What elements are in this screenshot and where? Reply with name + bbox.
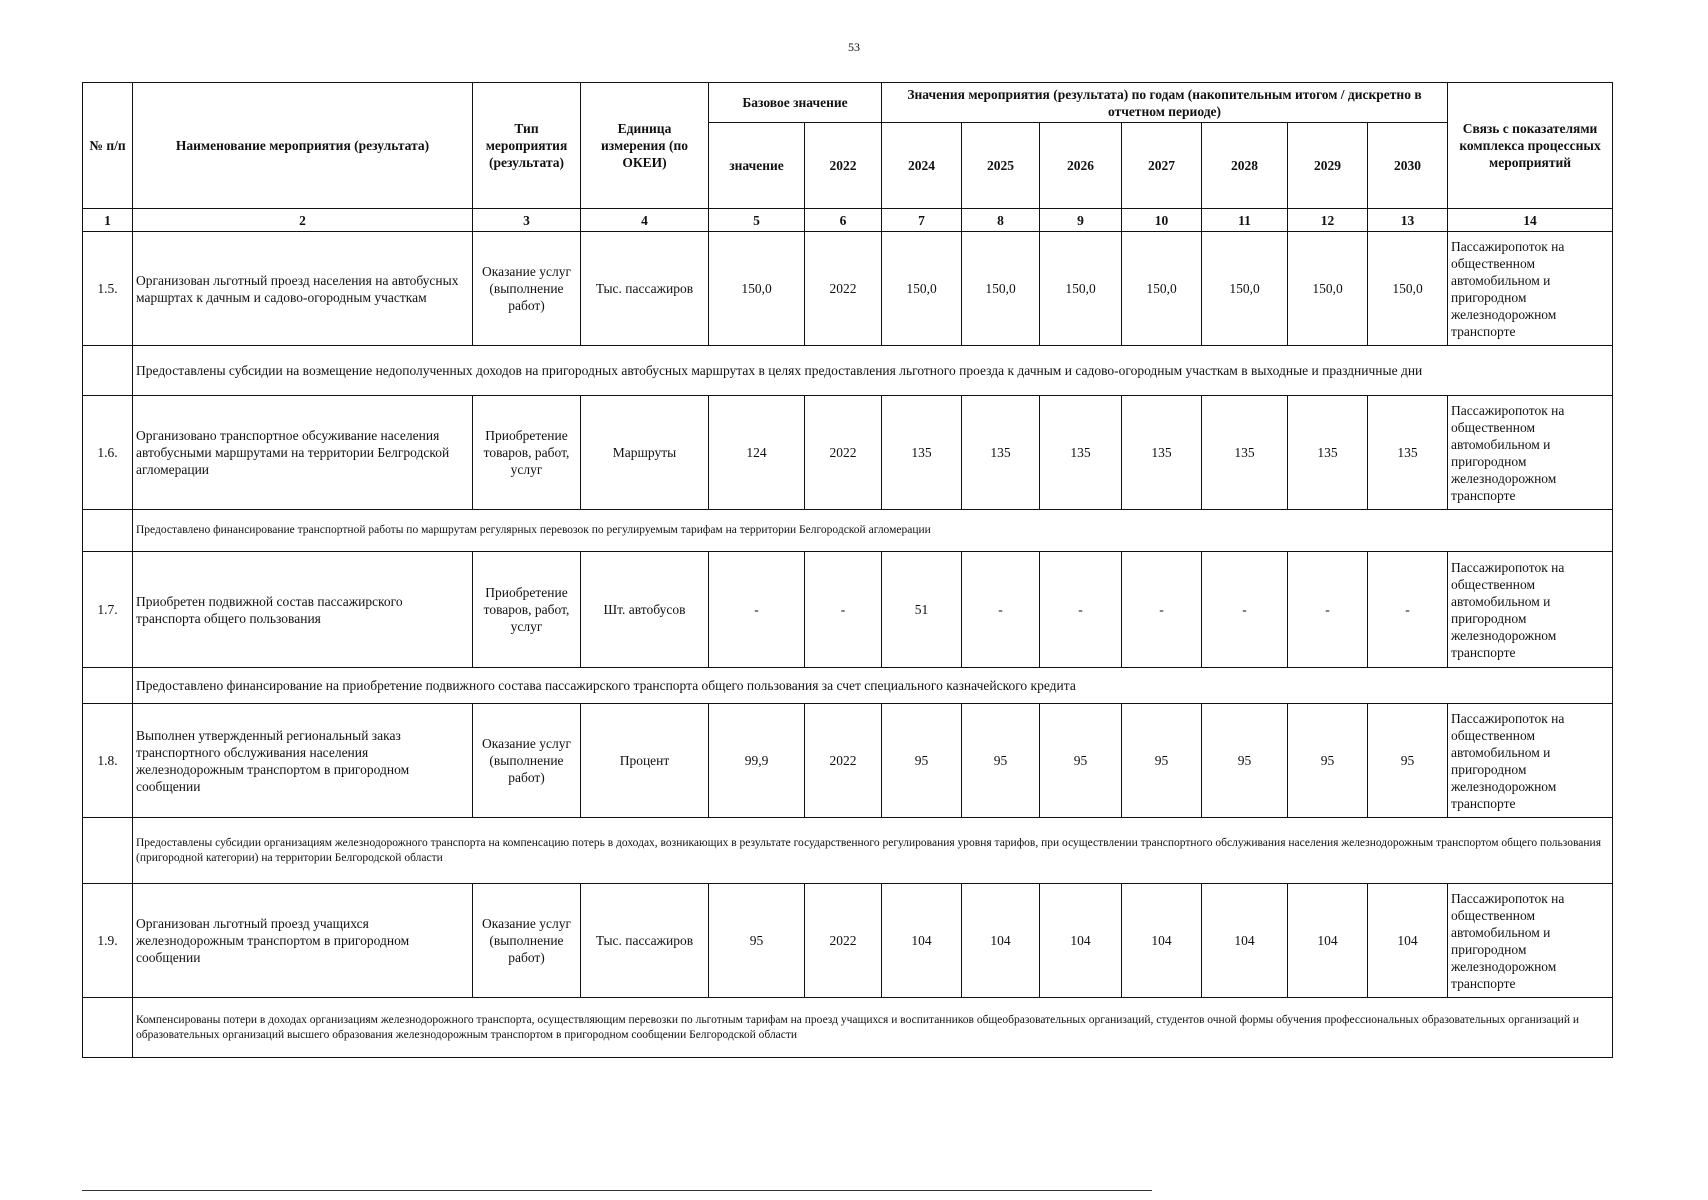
row-value: - xyxy=(1288,552,1368,668)
row-link: Пассажиропоток на общественном автомобильном и пригородном железнодорожном транспорте xyxy=(1448,552,1613,668)
header-base-value: значение xyxy=(709,123,805,209)
row-num: 1.6. xyxy=(83,396,133,510)
row-name: Приобретен подвижной состав пассажирского транспорта общего пользования xyxy=(133,552,473,668)
header-year: 2029 xyxy=(1288,123,1368,209)
row-link: Пассажиропоток на общественном автомобильном и пригородном железнодорожном транспорте xyxy=(1448,704,1613,818)
row-value: - xyxy=(1368,552,1448,668)
row-base: 124 xyxy=(709,396,805,510)
row-link: Пассажиропоток на общественном автомобильном и пригородном железнодорожном транспорте xyxy=(1448,232,1613,346)
row-base-year: 2022 xyxy=(805,704,882,818)
header-num: № п/п xyxy=(83,83,133,209)
row-value: - xyxy=(1122,552,1202,668)
column-index: 1 xyxy=(83,209,133,232)
header-base-group: Базовое значение xyxy=(709,83,882,123)
row-value: 135 xyxy=(1288,396,1368,510)
row-value: 150,0 xyxy=(1368,232,1448,346)
row-value: 150,0 xyxy=(1288,232,1368,346)
row-value: 104 xyxy=(1122,884,1202,998)
header-name: Наименование мероприятия (результата) xyxy=(133,83,473,209)
row-base: - xyxy=(709,552,805,668)
header-years-group: Значения мероприятия (результата) по годам (накопительным итогом / дискретно в отчетном периоде) xyxy=(882,83,1448,123)
header-link: Связь с показателями комплекса процессных мероприятий xyxy=(1448,83,1613,209)
row-unit: Тыс. пассажиров xyxy=(581,232,709,346)
header-year: 2027 xyxy=(1122,123,1202,209)
description-row xyxy=(83,818,1613,884)
row-value: - xyxy=(1202,552,1288,668)
row-base-year: - xyxy=(805,552,882,668)
column-index: 2 xyxy=(133,209,473,232)
row-base: 150,0 xyxy=(709,232,805,346)
column-index: 7 xyxy=(882,209,962,232)
column-index: 11 xyxy=(1202,209,1288,232)
description-row xyxy=(83,998,1613,1058)
row-link: Пассажиропоток на общественном автомобильном и пригородном железнодорожном транспорте xyxy=(1448,884,1613,998)
row-name: Организовано транспортное обсуживание населения автобусными маршрутами на территории Белгродской агломерации xyxy=(133,396,473,510)
row-description: Предоставлены субсидии на возмещение недополученных доходов на пригородных автобусных маршрутах в целях предоставления льготного проезда к дачным и садово-огородным участкам в выходные и праздничные дни xyxy=(133,346,1613,396)
row-value: 135 xyxy=(1040,396,1122,510)
row-type: Оказание услуг (выполнение работ) xyxy=(473,884,581,998)
header-base-year: 2022 xyxy=(805,123,882,209)
row-value: 104 xyxy=(962,884,1040,998)
row-value: 104 xyxy=(1040,884,1122,998)
row-name: Выполнен утвержденный региональный заказ транспортного обслуживания населения железнодорожным транспортом в пригородном сообщении xyxy=(133,704,473,818)
row-value: 51 xyxy=(882,552,962,668)
row-value: 135 xyxy=(1122,396,1202,510)
row-value: 135 xyxy=(882,396,962,510)
row-value: 135 xyxy=(1368,396,1448,510)
row-description: Предоставлено финансирование на приобретение подвижного состава пассажирского транспорта общего пользования за счет специального казначейского кредита xyxy=(133,668,1613,704)
row-value: 135 xyxy=(1202,396,1288,510)
row-value: 104 xyxy=(1368,884,1448,998)
table-row xyxy=(83,232,1613,346)
column-index: 13 xyxy=(1368,209,1448,232)
column-index: 10 xyxy=(1122,209,1202,232)
row-type: Оказание услуг (выполнение работ) xyxy=(473,232,581,346)
description-row xyxy=(83,510,1613,552)
row-value: 95 xyxy=(882,704,962,818)
column-index: 5 xyxy=(709,209,805,232)
activities-table xyxy=(82,82,1613,1058)
row-type: Оказание услуг (выполнение работ) xyxy=(473,704,581,818)
header-type: Тип мероприятия (результата) xyxy=(473,83,581,209)
row-value: 104 xyxy=(1202,884,1288,998)
row-value: - xyxy=(962,552,1040,668)
column-index: 4 xyxy=(581,209,709,232)
row-value: 150,0 xyxy=(1202,232,1288,346)
row-value: 95 xyxy=(1288,704,1368,818)
footer-rule xyxy=(82,1190,1152,1191)
row-value: 104 xyxy=(882,884,962,998)
table-row xyxy=(83,884,1613,998)
row-num: 1.8. xyxy=(83,704,133,818)
row-num: 1.7. xyxy=(83,552,133,668)
row-base-year: 2022 xyxy=(805,396,882,510)
row-value: 104 xyxy=(1288,884,1368,998)
row-unit: Маршруты xyxy=(581,396,709,510)
row-value: 150,0 xyxy=(1040,232,1122,346)
row-value: 95 xyxy=(1368,704,1448,818)
header-year: 2028 xyxy=(1202,123,1288,209)
column-index: 8 xyxy=(962,209,1040,232)
row-unit: Шт. автобусов xyxy=(581,552,709,668)
column-index: 3 xyxy=(473,209,581,232)
row-name: Организован льготный проезд учащихся железнодорожным транспортом в пригородном сообщении xyxy=(133,884,473,998)
description-row xyxy=(83,346,1613,396)
table-row xyxy=(83,396,1613,510)
column-index-row xyxy=(83,209,1613,232)
row-description: Компенсированы потери в доходах организациям железнодорожного транспорта, осуществляющим перевозки по льготным тарифам на проезд учащихся и воспитанников общеобразовательных организаций, студентов очной формы обучения профессиональных образовательных организаций и образовательных организаций высшего образования железнодорожным транспортом в пригородном сообщении Белгородской области xyxy=(133,998,1613,1058)
row-value: 95 xyxy=(962,704,1040,818)
header-year: 2025 xyxy=(962,123,1040,209)
row-description: Предоставлены субсидии организациям железнодорожного транспорта на компенсацию потерь в доходах, возникающих в результате государственного регулирования уровня тарифов, при осуществлении транспортного обслуживания населения железнодорожным транспортом общего пользования (пригородной категории) на территории Белгородской области xyxy=(133,818,1613,884)
row-type: Приобретение товаров, работ, услуг xyxy=(473,396,581,510)
header-unit: Единица измерения (по ОКЕИ) xyxy=(581,83,709,209)
row-value: 95 xyxy=(1040,704,1122,818)
row-name: Организован льготный проезд населения на автобусных маршртах к дачным и садово-огородным участкам xyxy=(133,232,473,346)
page-number: 53 xyxy=(848,40,860,54)
table-row xyxy=(83,704,1613,818)
row-value: 150,0 xyxy=(962,232,1040,346)
column-index: 9 xyxy=(1040,209,1122,232)
row-value: 95 xyxy=(1122,704,1202,818)
row-value: 150,0 xyxy=(1122,232,1202,346)
header-year: 2026 xyxy=(1040,123,1122,209)
column-index: 14 xyxy=(1448,209,1613,232)
row-description: Предоставлено финансирование транспортной работы по маршрутам регулярных перевозок по регулируемым тарифам на территории Белгородской агломерации xyxy=(133,510,1613,552)
row-num: 1.5. xyxy=(83,232,133,346)
row-value: 135 xyxy=(962,396,1040,510)
row-value: 95 xyxy=(1202,704,1288,818)
row-base: 99,9 xyxy=(709,704,805,818)
row-unit: Процент xyxy=(581,704,709,818)
row-base: 95 xyxy=(709,884,805,998)
header-year: 2030 xyxy=(1368,123,1448,209)
header-year: 2024 xyxy=(882,123,962,209)
row-base-year: 2022 xyxy=(805,232,882,346)
row-type: Приобретение товаров, работ, услуг xyxy=(473,552,581,668)
table-row xyxy=(83,552,1613,668)
column-index: 12 xyxy=(1288,209,1368,232)
row-unit: Тыс. пассажиров xyxy=(581,884,709,998)
column-index: 6 xyxy=(805,209,882,232)
row-link: Пассажиропоток на общественном автомобильном и пригородном железнодорожном транспорте xyxy=(1448,396,1613,510)
row-value: - xyxy=(1040,552,1122,668)
description-row xyxy=(83,668,1613,704)
row-value: 150,0 xyxy=(882,232,962,346)
row-base-year: 2022 xyxy=(805,884,882,998)
row-num: 1.9. xyxy=(83,884,133,998)
